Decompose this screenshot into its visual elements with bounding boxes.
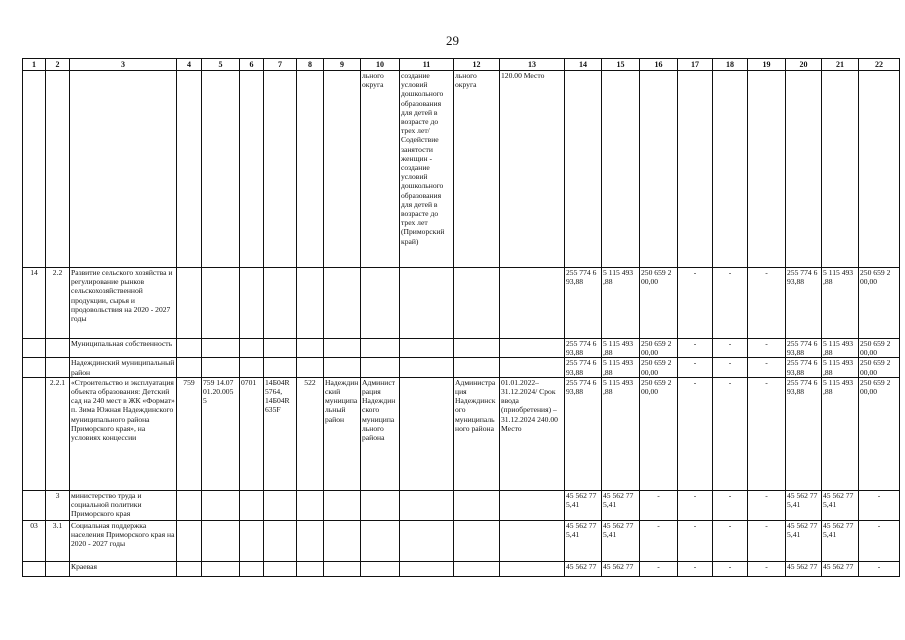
table-cell — [400, 377, 454, 490]
table-cell: создание условий дошкольного образования для детей в возрасте до трех лет/Содействие занятости женщин - создание условий дошкольного образования для детей в возрасте до трех лет (Приморский край) — [400, 71, 454, 268]
table-cell — [454, 358, 500, 377]
table-cell — [786, 71, 822, 268]
page-number: 29 — [446, 33, 459, 48]
column-header: 2 — [46, 59, 70, 71]
column-header: 4 — [177, 59, 202, 71]
table-cell: 255 774 6 93,88 — [565, 268, 602, 339]
column-header: 3 — [70, 59, 177, 71]
column-header: 11 — [400, 59, 454, 71]
table-cell — [678, 71, 713, 268]
table-cell: Социальная поддержка населения Приморского края на 2020 - 2027 годы — [70, 520, 177, 561]
table-cell — [454, 520, 500, 561]
table-cell: 5 115 493 ,88 — [602, 377, 640, 490]
table-cell: - — [748, 490, 786, 520]
table-cell — [70, 71, 177, 268]
table-cell: Администрация Надеждинского муниципального района — [361, 377, 400, 490]
table-cell — [202, 71, 240, 268]
table-cell: 5 115 493 ,88 — [602, 358, 640, 377]
column-header: 5 — [202, 59, 240, 71]
column-header: 21 — [822, 59, 859, 71]
table-row — [23, 71, 900, 268]
table-cell: Надеждинский муниципальный район — [70, 358, 177, 377]
table-cell — [400, 339, 454, 358]
table-cell: - — [640, 520, 678, 561]
table-cell: 5 115 493 ,88 — [822, 268, 859, 339]
table-cell: - — [713, 490, 748, 520]
table-cell: - — [678, 520, 713, 561]
table-cell: 14Б04R 5764, 14Б04R 635F — [264, 377, 297, 490]
table-cell — [400, 490, 454, 520]
table-cell — [202, 561, 240, 576]
table-cell — [748, 71, 786, 268]
table-cell — [202, 268, 240, 339]
table-cell — [454, 561, 500, 576]
table-cell: 0701 — [240, 377, 264, 490]
table-cell: 03 — [23, 520, 46, 561]
table-cell: 250 659 2 00,00 — [640, 268, 678, 339]
budget-table — [22, 58, 900, 577]
table-cell: 45 562 77 — [565, 561, 602, 576]
table-cell: - — [748, 520, 786, 561]
table-cell: - — [678, 339, 713, 358]
table-cell — [46, 339, 70, 358]
table-cell: - — [678, 561, 713, 576]
table-cell — [177, 358, 202, 377]
table-row — [23, 268, 900, 339]
table-cell — [177, 561, 202, 576]
table-cell — [46, 71, 70, 268]
table-cell: 45 562 77 — [786, 561, 822, 576]
table-cell — [640, 71, 678, 268]
column-header: 17 — [678, 59, 713, 71]
table-cell: 45 562 77 — [822, 561, 859, 576]
table-cell: - — [678, 490, 713, 520]
table-cell — [859, 71, 900, 268]
table-cell: 14 — [23, 268, 46, 339]
column-header: 16 — [640, 59, 678, 71]
table-cell — [500, 268, 565, 339]
table-cell: 45 562 77 5,41 — [786, 520, 822, 561]
table-cell: 5 115 493 ,88 — [602, 268, 640, 339]
table-cell — [177, 268, 202, 339]
table-cell: - — [748, 268, 786, 339]
table-cell — [297, 358, 324, 377]
table-cell — [240, 561, 264, 576]
table-cell: - — [859, 490, 900, 520]
table-cell — [500, 358, 565, 377]
table-cell: Муниципальная собственность — [70, 339, 177, 358]
table-cell — [23, 358, 46, 377]
column-header: 14 — [565, 59, 602, 71]
table-cell — [400, 268, 454, 339]
table-cell: - — [859, 561, 900, 576]
table-cell: 759 — [177, 377, 202, 490]
table-cell: 120.00 Место — [500, 71, 565, 268]
table-cell — [202, 339, 240, 358]
table-cell: 5 115 493 ,88 — [822, 339, 859, 358]
table-cell — [240, 520, 264, 561]
table-cell — [297, 268, 324, 339]
table-cell — [202, 490, 240, 520]
table-cell — [240, 358, 264, 377]
table-cell: - — [678, 377, 713, 490]
table-cell: 45 562 77 5,41 — [822, 520, 859, 561]
table-cell — [602, 71, 640, 268]
table-cell — [264, 339, 297, 358]
table-cell — [264, 520, 297, 561]
table-row — [23, 520, 900, 561]
column-header: 7 — [264, 59, 297, 71]
table-cell — [202, 520, 240, 561]
table-cell — [297, 561, 324, 576]
table-row — [23, 561, 900, 576]
table-cell — [264, 490, 297, 520]
table-cell — [324, 561, 361, 576]
table-cell — [264, 358, 297, 377]
table-cell: 250 659 2 00,00 — [859, 339, 900, 358]
table-cell: 5 115 493 ,88 — [602, 339, 640, 358]
table-cell: - — [713, 377, 748, 490]
table-cell: 255 774 6 93,88 — [565, 358, 602, 377]
table-cell — [361, 339, 400, 358]
table-row — [23, 490, 900, 520]
table-cell — [500, 520, 565, 561]
table-cell — [240, 339, 264, 358]
table-cell — [324, 520, 361, 561]
table-cell — [177, 71, 202, 268]
table-cell: 255 774 6 93,88 — [565, 377, 602, 490]
table-cell — [500, 561, 565, 576]
table-cell — [565, 71, 602, 268]
table-cell: Развитие сельского хозяйства и регулирование рынков сельскохозяйственной продукции, сырья и продовольствия на 2020 - 2027 годы — [70, 268, 177, 339]
column-header: 6 — [240, 59, 264, 71]
table-cell — [23, 377, 46, 490]
table-cell — [177, 520, 202, 561]
table-cell — [361, 490, 400, 520]
table-cell — [202, 358, 240, 377]
table-cell — [23, 561, 46, 576]
table-cell — [297, 520, 324, 561]
table-cell: льного округа — [454, 71, 500, 268]
table-cell — [46, 561, 70, 576]
table-cell — [324, 268, 361, 339]
table-cell — [454, 490, 500, 520]
table-cell: - — [678, 268, 713, 339]
table-cell: 255 774 6 93,88 — [565, 339, 602, 358]
table-cell: - — [748, 339, 786, 358]
table-cell — [400, 520, 454, 561]
table-cell: 255 774 6 93,88 — [786, 377, 822, 490]
table-cell — [297, 339, 324, 358]
column-header: 18 — [713, 59, 748, 71]
table-cell — [361, 358, 400, 377]
table-row — [23, 358, 900, 377]
table-cell: 250 659 2 00,00 — [859, 377, 900, 490]
table-cell — [240, 490, 264, 520]
column-header: 20 — [786, 59, 822, 71]
column-header: 12 — [454, 59, 500, 71]
table-cell — [454, 268, 500, 339]
table-cell: 45 562 77 5,41 — [822, 490, 859, 520]
table-cell — [297, 490, 324, 520]
table-cell: «Строительство и эксплуатация объекта образования: Детский сад на 240 мест в ЖК «Формат» п. Зима Южная Надеждинского муниципального района Приморского края», на условиях концессии — [70, 377, 177, 490]
column-header: 1 — [23, 59, 46, 71]
table-cell — [361, 561, 400, 576]
column-header: 9 — [324, 59, 361, 71]
table-cell — [23, 71, 46, 268]
table-cell: - — [713, 268, 748, 339]
table-cell: - — [678, 358, 713, 377]
table-cell — [822, 71, 859, 268]
table-row — [23, 377, 900, 490]
table-cell: 522 — [297, 377, 324, 490]
table-cell — [400, 358, 454, 377]
column-header: 22 — [859, 59, 900, 71]
table-cell — [46, 358, 70, 377]
table-cell — [361, 268, 400, 339]
table-cell: 250 659 2 00,00 — [640, 377, 678, 490]
table-cell — [177, 339, 202, 358]
table-cell: 250 659 2 00,00 — [859, 268, 900, 339]
table-cell: 5 115 493 ,88 — [822, 377, 859, 490]
table-cell — [324, 490, 361, 520]
table-cell: 250 659 2 00,00 — [640, 339, 678, 358]
column-header: 10 — [361, 59, 400, 71]
table-cell: министерство труда и социальной политики Приморского края — [70, 490, 177, 520]
table-cell — [264, 268, 297, 339]
column-header: 15 — [602, 59, 640, 71]
column-header: 19 — [748, 59, 786, 71]
table-cell: Администрация Надеждинского муниципального района — [454, 377, 500, 490]
table-cell: - — [713, 358, 748, 377]
table-cell: 3.1 — [46, 520, 70, 561]
table-cell — [240, 268, 264, 339]
column-header: 13 — [500, 59, 565, 71]
table-cell — [361, 520, 400, 561]
table-cell — [454, 339, 500, 358]
column-header: 8 — [297, 59, 324, 71]
table-cell: 250 659 2 00,00 — [640, 358, 678, 377]
table-row — [23, 339, 900, 358]
table-cell: 255 774 6 93,88 — [786, 268, 822, 339]
table-cell: 45 562 77 5,41 — [565, 520, 602, 561]
table-cell — [240, 71, 264, 268]
table-cell: - — [748, 561, 786, 576]
table-cell — [177, 490, 202, 520]
table-cell: 255 774 6 93,88 — [786, 339, 822, 358]
table-cell: 2.2 — [46, 268, 70, 339]
table-cell: - — [713, 520, 748, 561]
table-cell: 45 562 77 5,41 — [602, 520, 640, 561]
table-cell — [500, 339, 565, 358]
table-cell: 250 659 2 00,00 — [859, 358, 900, 377]
table-cell — [264, 71, 297, 268]
table-cell: - — [748, 377, 786, 490]
table-cell — [324, 339, 361, 358]
table-cell: 3 — [46, 490, 70, 520]
table-cell: 5 115 493 ,88 — [822, 358, 859, 377]
table-cell: 45 562 77 5,41 — [565, 490, 602, 520]
table-cell: 255 774 6 93,88 — [786, 358, 822, 377]
table-cell — [400, 561, 454, 576]
table-cell: - — [640, 490, 678, 520]
table-cell: 45 562 77 5,41 — [602, 490, 640, 520]
table-cell: - — [713, 561, 748, 576]
table-cell: 45 562 77 5,41 — [786, 490, 822, 520]
table-cell: - — [859, 520, 900, 561]
table-cell: - — [748, 358, 786, 377]
table-cell: 45 562 77 — [602, 561, 640, 576]
table-cell — [23, 339, 46, 358]
table-cell: 2.2.1 — [46, 377, 70, 490]
column-number-row — [23, 59, 900, 71]
table-cell: 759 14.07 01.20.005 5 — [202, 377, 240, 490]
table-cell: 01.01.2022–31.12.2024/ Срок ввода (приобретения) – 31.12.2024 240.00 Место — [500, 377, 565, 490]
table-cell: - — [640, 561, 678, 576]
table-cell — [713, 71, 748, 268]
table-cell: льного округа — [361, 71, 400, 268]
table-cell: Надеждинский муниципальный район — [324, 377, 361, 490]
table-cell — [297, 71, 324, 268]
table-cell — [500, 490, 565, 520]
table-cell — [324, 358, 361, 377]
table-cell — [264, 561, 297, 576]
table-cell — [23, 490, 46, 520]
table-cell: Краевая — [70, 561, 177, 576]
table-cell — [324, 71, 361, 268]
table-cell: - — [713, 339, 748, 358]
